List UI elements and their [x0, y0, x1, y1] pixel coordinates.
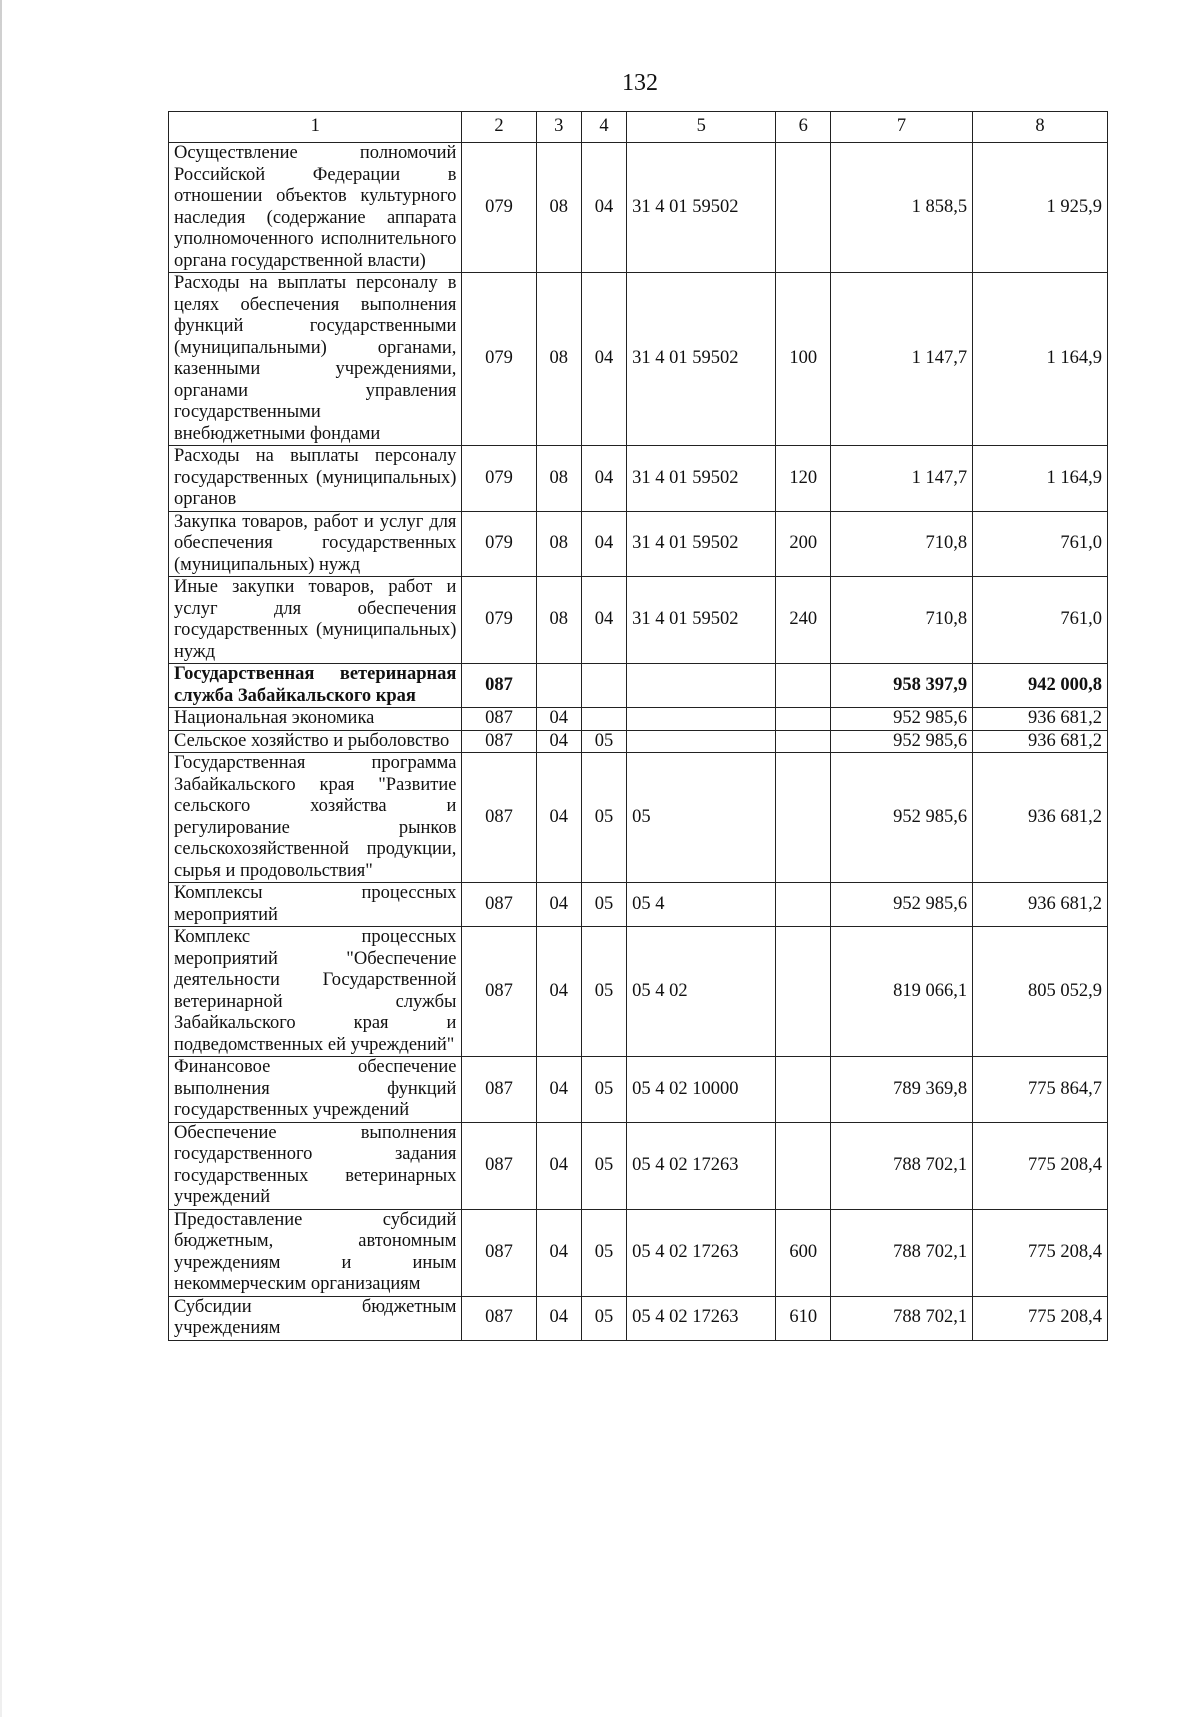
budget-table — [168, 111, 1108, 1341]
subsection-code: 05 — [581, 927, 626, 1057]
section-code: 08 — [536, 273, 581, 446]
table-row — [169, 1209, 1108, 1296]
section-code: 04 — [536, 753, 581, 883]
target-article-code: 31 4 01 59502 — [627, 446, 776, 512]
table-row — [169, 273, 1108, 446]
table-row — [169, 511, 1108, 577]
amount-year-2: 761,0 — [973, 577, 1108, 664]
target-article-code: 31 4 01 59502 — [627, 143, 776, 273]
row-description: Осуществление полномочий Российской Федерации в отношении объектов культурного наследия (содержание аппарата уполномоченного исполнительного органа государственной власти) — [169, 143, 462, 273]
amount-year-1: 788 702,1 — [831, 1296, 973, 1340]
amount-year-2: 1 164,9 — [973, 273, 1108, 446]
section-code: 04 — [536, 1057, 581, 1123]
subsection-code: 05 — [581, 730, 626, 753]
amount-year-2: 1 164,9 — [973, 446, 1108, 512]
expense-type-code — [776, 708, 831, 731]
amount-year-1: 789 369,8 — [831, 1057, 973, 1123]
ministry-code: 079 — [462, 143, 536, 273]
subsection-code: 04 — [581, 446, 626, 512]
amount-year-2: 936 681,2 — [973, 708, 1108, 731]
subsection-code: 05 — [581, 1057, 626, 1123]
expense-type-code — [776, 883, 831, 927]
amount-year-1: 710,8 — [831, 511, 973, 577]
row-description: Расходы на выплаты персоналу в целях обеспечения выполнения функций государственными (муниципальными) органами, казенными учреждениями, органами управления государственными внебюджетными фондами — [169, 273, 462, 446]
amount-year-1: 819 066,1 — [831, 927, 973, 1057]
ministry-code: 079 — [462, 446, 536, 512]
table-row — [169, 1057, 1108, 1123]
amount-year-2: 775 208,4 — [973, 1296, 1108, 1340]
expense-type-code: 100 — [776, 273, 831, 446]
section-code: 08 — [536, 577, 581, 664]
section-code: 04 — [536, 730, 581, 753]
expense-type-code — [776, 1057, 831, 1123]
ministry-code: 087 — [462, 730, 536, 753]
target-article-code — [627, 664, 776, 708]
subsection-code: 05 — [581, 883, 626, 927]
amount-year-1: 952 985,6 — [831, 708, 973, 731]
target-article-code — [627, 730, 776, 753]
table-row — [169, 1296, 1108, 1340]
amount-year-1: 958 397,9 — [831, 664, 973, 708]
row-description: Иные закупки товаров, работ и услуг для обеспечения государственных (муниципальных) нужд — [169, 577, 462, 664]
subsection-code: 04 — [581, 143, 626, 273]
row-description: Комплексы процессных мероприятий — [169, 883, 462, 927]
target-article-code: 05 4 — [627, 883, 776, 927]
column-header: 7 — [831, 112, 973, 143]
amount-year-2: 761,0 — [973, 511, 1108, 577]
expense-type-code — [776, 730, 831, 753]
column-header: 2 — [462, 112, 536, 143]
target-article-code: 31 4 01 59502 — [627, 273, 776, 446]
amount-year-2: 936 681,2 — [973, 883, 1108, 927]
ministry-code: 087 — [462, 927, 536, 1057]
expense-type-code: 610 — [776, 1296, 831, 1340]
subsection-code: 05 — [581, 1209, 626, 1296]
row-description: Государственная ветеринарная служба Забайкальского края — [169, 664, 462, 708]
amount-year-2: 775 864,7 — [973, 1057, 1108, 1123]
target-article-code: 05 4 02 — [627, 927, 776, 1057]
expense-type-code: 120 — [776, 446, 831, 512]
amount-year-1: 952 985,6 — [831, 883, 973, 927]
column-header: 6 — [776, 112, 831, 143]
expense-type-code — [776, 1122, 831, 1209]
expense-type-code — [776, 664, 831, 708]
table-row — [169, 883, 1108, 927]
section-code: 04 — [536, 1296, 581, 1340]
row-description: Обеспечение выполнения государственного задания государственных ветеринарных учреждений — [169, 1122, 462, 1209]
subsection-code — [581, 664, 626, 708]
column-header: 4 — [581, 112, 626, 143]
table-row — [169, 664, 1108, 708]
section-code: 04 — [536, 1122, 581, 1209]
expense-type-code: 240 — [776, 577, 831, 664]
amount-year-2: 936 681,2 — [973, 730, 1108, 753]
ministry-code: 079 — [462, 273, 536, 446]
ministry-code: 087 — [462, 1209, 536, 1296]
section-code: 04 — [536, 708, 581, 731]
row-description: Комплекс процессных мероприятий "Обеспечение деятельности Государственной ветеринарной службы Забайкальского края и подведомственных ей учреждений" — [169, 927, 462, 1057]
amount-year-1: 1 147,7 — [831, 273, 973, 446]
target-article-code: 05 4 02 17263 — [627, 1122, 776, 1209]
section-code: 08 — [536, 143, 581, 273]
subsection-code: 05 — [581, 1122, 626, 1209]
section-code: 04 — [536, 927, 581, 1057]
table-row — [169, 446, 1108, 512]
ministry-code: 087 — [462, 1122, 536, 1209]
amount-year-2: 936 681,2 — [973, 753, 1108, 883]
section-code: 04 — [536, 1209, 581, 1296]
ministry-code: 079 — [462, 577, 536, 664]
amount-year-2: 942 000,8 — [973, 664, 1108, 708]
target-article-code: 05 — [627, 753, 776, 883]
amount-year-1: 952 985,6 — [831, 753, 973, 883]
amount-year-1: 952 985,6 — [831, 730, 973, 753]
amount-year-2: 1 925,9 — [973, 143, 1108, 273]
row-description: Субсидии бюджетным учреждениям — [169, 1296, 462, 1340]
amount-year-2: 775 208,4 — [973, 1122, 1108, 1209]
ministry-code: 079 — [462, 511, 536, 577]
section-code: 04 — [536, 883, 581, 927]
expense-type-code — [776, 143, 831, 273]
subsection-code: 04 — [581, 511, 626, 577]
amount-year-2: 805 052,9 — [973, 927, 1108, 1057]
ministry-code: 087 — [462, 1057, 536, 1123]
row-description: Закупка товаров, работ и услуг для обеспечения государственных (муниципальных) нужд — [169, 511, 462, 577]
subsection-code: 04 — [581, 273, 626, 446]
row-description: Расходы на выплаты персоналу государственных (муниципальных) органов — [169, 446, 462, 512]
scan-edge — [0, 0, 2, 1717]
column-header: 1 — [169, 112, 462, 143]
section-code: 08 — [536, 511, 581, 577]
row-description: Сельское хозяйство и рыболовство — [169, 730, 462, 753]
target-article-code: 31 4 01 59502 — [627, 577, 776, 664]
amount-year-1: 710,8 — [831, 577, 973, 664]
table-row — [169, 1122, 1108, 1209]
ministry-code: 087 — [462, 708, 536, 731]
target-article-code: 05 4 02 17263 — [627, 1296, 776, 1340]
row-description: Финансовое обеспечение выполнения функций государственных учреждений — [169, 1057, 462, 1123]
ministry-code: 087 — [462, 753, 536, 883]
ministry-code: 087 — [462, 664, 536, 708]
amount-year-1: 788 702,1 — [831, 1209, 973, 1296]
expense-type-code: 200 — [776, 511, 831, 577]
ministry-code: 087 — [462, 883, 536, 927]
ministry-code: 087 — [462, 1296, 536, 1340]
subsection-code: 05 — [581, 1296, 626, 1340]
page-number: 132 — [622, 70, 658, 96]
table-row — [169, 730, 1108, 753]
subsection-code — [581, 708, 626, 731]
amount-year-1: 1 858,5 — [831, 143, 973, 273]
table-row — [169, 708, 1108, 731]
amount-year-1: 1 147,7 — [831, 446, 973, 512]
section-code: 08 — [536, 446, 581, 512]
expense-type-code — [776, 927, 831, 1057]
column-header: 3 — [536, 112, 581, 143]
target-article-code: 05 4 02 17263 — [627, 1209, 776, 1296]
row-description: Национальная экономика — [169, 708, 462, 731]
section-code — [536, 664, 581, 708]
row-description: Предоставление субсидий бюджетным, автономным учреждениям и иным некоммерческим организациям — [169, 1209, 462, 1296]
table-row — [169, 753, 1108, 883]
amount-year-2: 775 208,4 — [973, 1209, 1108, 1296]
expense-type-code: 600 — [776, 1209, 831, 1296]
subsection-code: 05 — [581, 753, 626, 883]
target-article-code: 05 4 02 10000 — [627, 1057, 776, 1123]
expense-type-code — [776, 753, 831, 883]
table-header-row — [169, 112, 1108, 143]
subsection-code: 04 — [581, 577, 626, 664]
table-row — [169, 927, 1108, 1057]
table-row — [169, 143, 1108, 273]
column-header: 5 — [627, 112, 776, 143]
target-article-code — [627, 708, 776, 731]
target-article-code: 31 4 01 59502 — [627, 511, 776, 577]
row-description: Государственная программа Забайкальского края "Развитие сельского хозяйства и регулирование рынков сельскохозяйственной продукции, сырья и продовольствия" — [169, 753, 462, 883]
table-row — [169, 577, 1108, 664]
amount-year-1: 788 702,1 — [831, 1122, 973, 1209]
column-header: 8 — [973, 112, 1108, 143]
